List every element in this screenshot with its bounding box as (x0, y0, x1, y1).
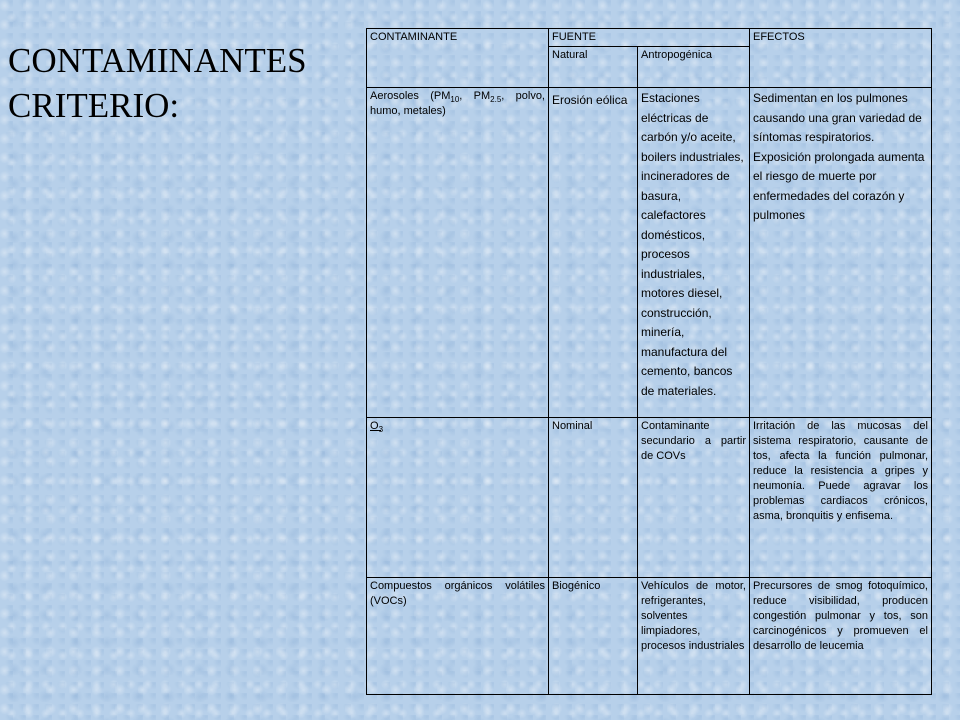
header-row (367, 29, 932, 47)
cell-antropogenica: Estaciones eléctricas de carbón y/o aceite, boilers industriales, incineradores de basura, calefactores domésticos, procesos industriales, motores diesel, construcción, minería, manufactura del cemento, bancos de materiales. (638, 88, 750, 417)
table-row (367, 88, 932, 417)
cell-antropogenica: Contaminante secundario a partir de COVs (638, 417, 750, 577)
subscript: 3 (378, 425, 384, 435)
contaminante-o: O (370, 419, 379, 432)
cell-natural: Biogénico (549, 578, 638, 695)
cell-contaminante (367, 88, 549, 417)
cell-antropogenica: Vehículos de motor, refrigerantes, solventes limpiadores, procesos industriales (638, 578, 750, 695)
header-natural: Natural (549, 47, 638, 88)
title-line-1: CONTAMINANTES (8, 41, 307, 80)
cell-natural: Erosión eólica (549, 88, 638, 417)
cell-contaminante (367, 417, 549, 577)
header-contaminante: CONTAMINANTE (367, 29, 549, 88)
table-row (367, 578, 932, 695)
cell-efectos: Sedimentan en los pulmones causando una gran variedad de síntomas respiratorios. Exposición prolongada aumenta el riesgo de muerte por enfermedades del corazón y pulmones (750, 88, 932, 417)
cell-efectos: Precursores de smog fotoquímico, reduce visibilidad, producen congestión pulmonar y tos, son carcinogénicos y promueven el desarrollo de leucemia (750, 578, 932, 695)
header-fuente: FUENTE (549, 29, 750, 47)
subscript: 2.5 (490, 95, 502, 105)
table-row (367, 417, 932, 577)
contaminante-text: , polvo, humo, metales) (370, 90, 545, 118)
slide-title (8, 38, 338, 128)
contaminante-text (370, 419, 384, 435)
pollutants-table (366, 28, 932, 695)
header-efectos: EFECTOS (750, 29, 932, 88)
cell-natural: Nominal (549, 417, 638, 577)
header-antropogenica: Antropogénica (638, 47, 750, 88)
title-line-2: CRITERIO: (8, 86, 180, 125)
contaminante-text: , PM (459, 90, 491, 103)
contaminante-text: Aerosoles (PM (370, 90, 451, 103)
subscript: 10 (450, 95, 460, 105)
cell-efectos: Irritación de las mucosas del sistema respiratorio, causante de tos, afecta la función pulmonar, reduce la resistencia a gripes y neumonía. Puede agravar los problemas cardiacos crónicos, asma, bronquitis y enfisema. (750, 417, 932, 577)
cell-contaminante: Compuestos orgánicos volátiles (VOCs) (367, 578, 549, 695)
